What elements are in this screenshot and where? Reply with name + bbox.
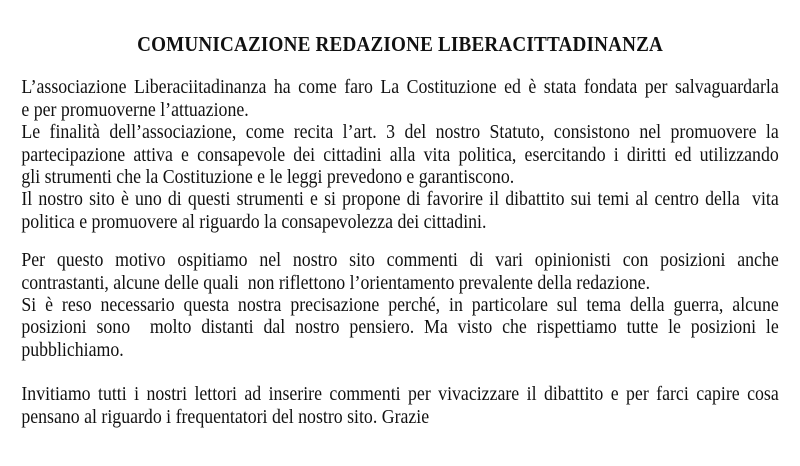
text-line: pensano al riguardo i frequentatori del nostro sito. Grazie: [21, 405, 430, 428]
text-line: contrastanti, alcune delle quali non riflettono l’orientamento prevalente della redazione.: [21, 271, 651, 294]
text-line: pubblichiamo.: [21, 338, 124, 361]
paragraph-block: [21, 249, 778, 361]
text-line: politica e promuovere al riguardo la consapevolezza dei cittadini.: [21, 210, 487, 233]
text-line: gli strumenti che la Costituzione e le leggi prevedono e garantiscono.: [21, 166, 515, 189]
paragraph-block: [21, 383, 778, 428]
text-line: Invitiamo tutti i nostri lettori ad inserire commenti per vivacizzare il dibattito e per farci capire cosa: [21, 383, 779, 406]
text-line: posizioni sono molto distanti dal nostro pensiero. Ma visto che rispettiamo tutte le posizioni le: [21, 316, 779, 339]
text-line: e per promuoverne l’attuazione.: [21, 98, 249, 121]
text-line: L’associazione Liberaciitadinanza ha come faro La Costituzione ed è stata fondata per salvaguardarla: [21, 76, 779, 99]
text-line: Il nostro sito è uno di questi strumenti e si propone di favorire il dibattito sui temi al centro della vita: [21, 188, 779, 211]
document-title: COMUNICAZIONE REDAZIONE LIBERACITTADINANZA: [137, 32, 664, 56]
document-body: [21, 76, 778, 428]
text-line: partecipazione attiva e consapevole dei cittadini alla vita politica, esercitando i diritti ed utilizzando: [21, 143, 779, 166]
text-line: Si è reso necessario questa nostra precisazione perché, in particolare sul tema della guerra, alcune: [21, 294, 779, 317]
paragraph-block: [21, 76, 778, 233]
text-line: Per questo motivo ospitiamo nel nostro sito commenti di vari opinionisti con posizioni anche: [21, 249, 779, 272]
text-line: Le finalità dell’associazione, come recita l’art. 3 del nostro Statuto, consistono nel promuovere la: [21, 121, 779, 144]
